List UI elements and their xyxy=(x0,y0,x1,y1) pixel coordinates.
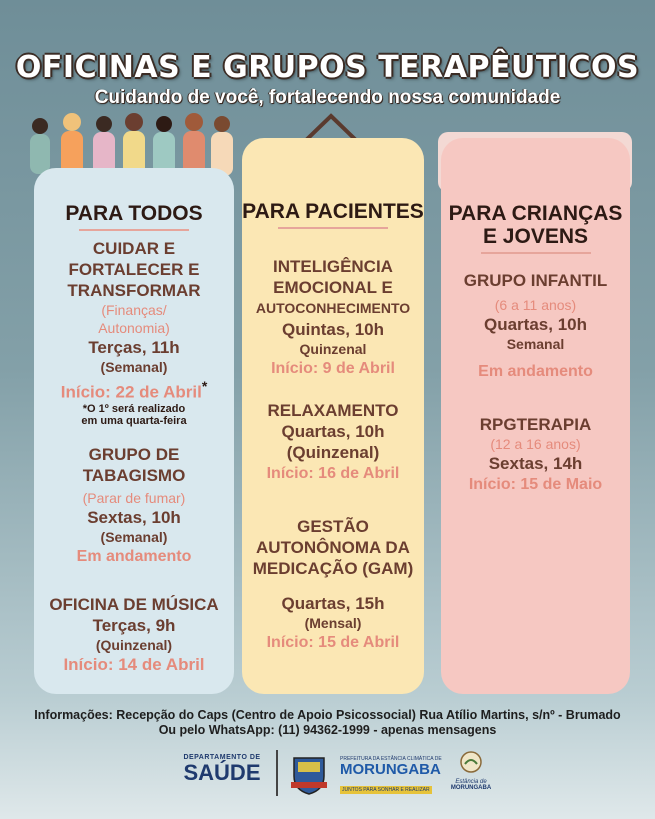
group-start-date: Início: 9 de Abril xyxy=(271,360,395,377)
group-schedule: Sextas, 10h xyxy=(87,508,181,527)
contact-info xyxy=(0,708,655,738)
group-schedule: Terças, 9h xyxy=(92,616,176,635)
group-description: (6 a 11 anos) xyxy=(494,297,577,313)
prefeitura-logo: PREFEITURA DA ESTÂNCIA CLIMÁTICA DE MORUNGABA JUNTOS PARA SONHAR E REALIZAR xyxy=(340,756,442,793)
group-title: INTELIGÊNCIA xyxy=(273,257,393,276)
column-heading: PARA TODOS xyxy=(65,202,203,225)
group-title: EMOCIONAL E xyxy=(273,278,393,297)
footnote: em uma quarta-feira xyxy=(81,414,187,427)
group-title: RPGTERAPIA xyxy=(479,415,592,434)
logos-bar xyxy=(0,750,655,800)
group-schedule: Quintas, 10h xyxy=(281,320,385,339)
heading-underline xyxy=(481,252,591,254)
group-title: GRUPO DE xyxy=(88,445,180,464)
group-schedule: Quartas, 15h xyxy=(281,594,385,613)
city-coat-of-arms-icon xyxy=(288,752,330,796)
group-infantil xyxy=(441,270,630,382)
contact-address: Informações: Recepção do Caps (Centro de Apoio Psicossocial) Rua Atílio Martins, s/nº - Brumado xyxy=(34,708,621,722)
group-title: FORTALECER E xyxy=(68,260,200,279)
heading-underline xyxy=(278,227,388,229)
group-title: MEDICAÇÃO (GAM) xyxy=(252,559,414,578)
group-start-date: Início: 14 de Abril xyxy=(63,655,205,674)
estancia-logo: Estância de MORUNGABA xyxy=(446,750,496,791)
footnote: *O 1º será realizado xyxy=(82,402,186,415)
group-relaxamento xyxy=(242,400,424,484)
divider xyxy=(276,750,278,796)
group-frequency: (Semanal) xyxy=(100,529,168,545)
group-title: AUTONÔNOMA DA xyxy=(256,538,410,557)
group-title: GRUPO INFANTIL xyxy=(463,271,608,290)
group-gam xyxy=(242,516,424,653)
group-rpgterapia xyxy=(441,414,630,495)
group-title: RELAXAMENTO xyxy=(267,401,399,420)
group-frequency: (Mensal) xyxy=(304,615,362,631)
contact-whatsapp: Ou pelo WhatsApp: (11) 94362-1999 - apenas mensagens xyxy=(158,723,497,737)
group-status: Em andamento xyxy=(478,363,593,380)
group-title: GESTÃO xyxy=(297,517,369,536)
group-description: (Finanças/ xyxy=(101,302,167,318)
group-frequency: (Semanal) xyxy=(100,359,168,375)
column-heading: PARA PACIENTES xyxy=(242,200,424,223)
group-frequency: Semanal xyxy=(506,336,565,352)
column-heading: E JOVENS xyxy=(482,225,589,248)
group-title: OFICINA DE MÚSICA xyxy=(49,595,219,614)
group-description: (Parar de fumar) xyxy=(82,490,186,506)
page-subtitle: Cuidando de você, fortalecendo nossa comunidade xyxy=(94,87,561,108)
group-title: AUTOCONHECIMENTO xyxy=(255,300,411,316)
asterisk-mark: * xyxy=(201,378,208,394)
group-schedule: Quartas, 10h xyxy=(281,422,385,441)
group-title: TRANSFORMAR xyxy=(67,281,201,300)
group-inteligencia xyxy=(242,256,424,379)
column-heading: PARA CRIANÇAS xyxy=(448,202,623,225)
group-schedule: Sextas, 14h xyxy=(488,454,583,473)
heading-underline xyxy=(79,229,189,231)
group-title: CUIDAR E xyxy=(92,239,176,258)
group-title: TABAGISMO xyxy=(82,466,186,485)
column-para-pacientes xyxy=(242,138,424,694)
group-frequency: (Quinzenal) xyxy=(286,443,380,462)
group-start-date: Início: 15 de Maio xyxy=(468,476,603,493)
group-description: (12 a 16 anos) xyxy=(490,436,581,452)
group-status: Em andamento xyxy=(76,548,192,565)
group-frequency: Quinzenal xyxy=(299,341,367,357)
column-para-todos xyxy=(34,168,234,694)
group-frequency: (Quinzenal) xyxy=(95,637,173,653)
group-tabagismo xyxy=(34,444,234,567)
group-cuidar xyxy=(34,238,234,427)
group-schedule: Quartas, 10h xyxy=(484,315,587,334)
estancia-emblem-icon xyxy=(459,750,483,774)
group-start-date: Início: 15 de Abril xyxy=(266,634,400,651)
page-title: OFICINAS E GRUPOS TERAPÊUTICOS xyxy=(15,50,640,85)
column-para-criancas xyxy=(441,138,630,694)
saude-logo: DEPARTAMENTO DE SAÚDE xyxy=(183,754,261,785)
group-start-date: Início: 22 de Abril xyxy=(60,382,202,402)
group-musica xyxy=(34,594,234,675)
group-schedule: Terças, 11h xyxy=(88,338,180,357)
group-start-date: Início: 16 de Abril xyxy=(266,465,400,482)
group-description: Autonomia) xyxy=(98,320,170,336)
